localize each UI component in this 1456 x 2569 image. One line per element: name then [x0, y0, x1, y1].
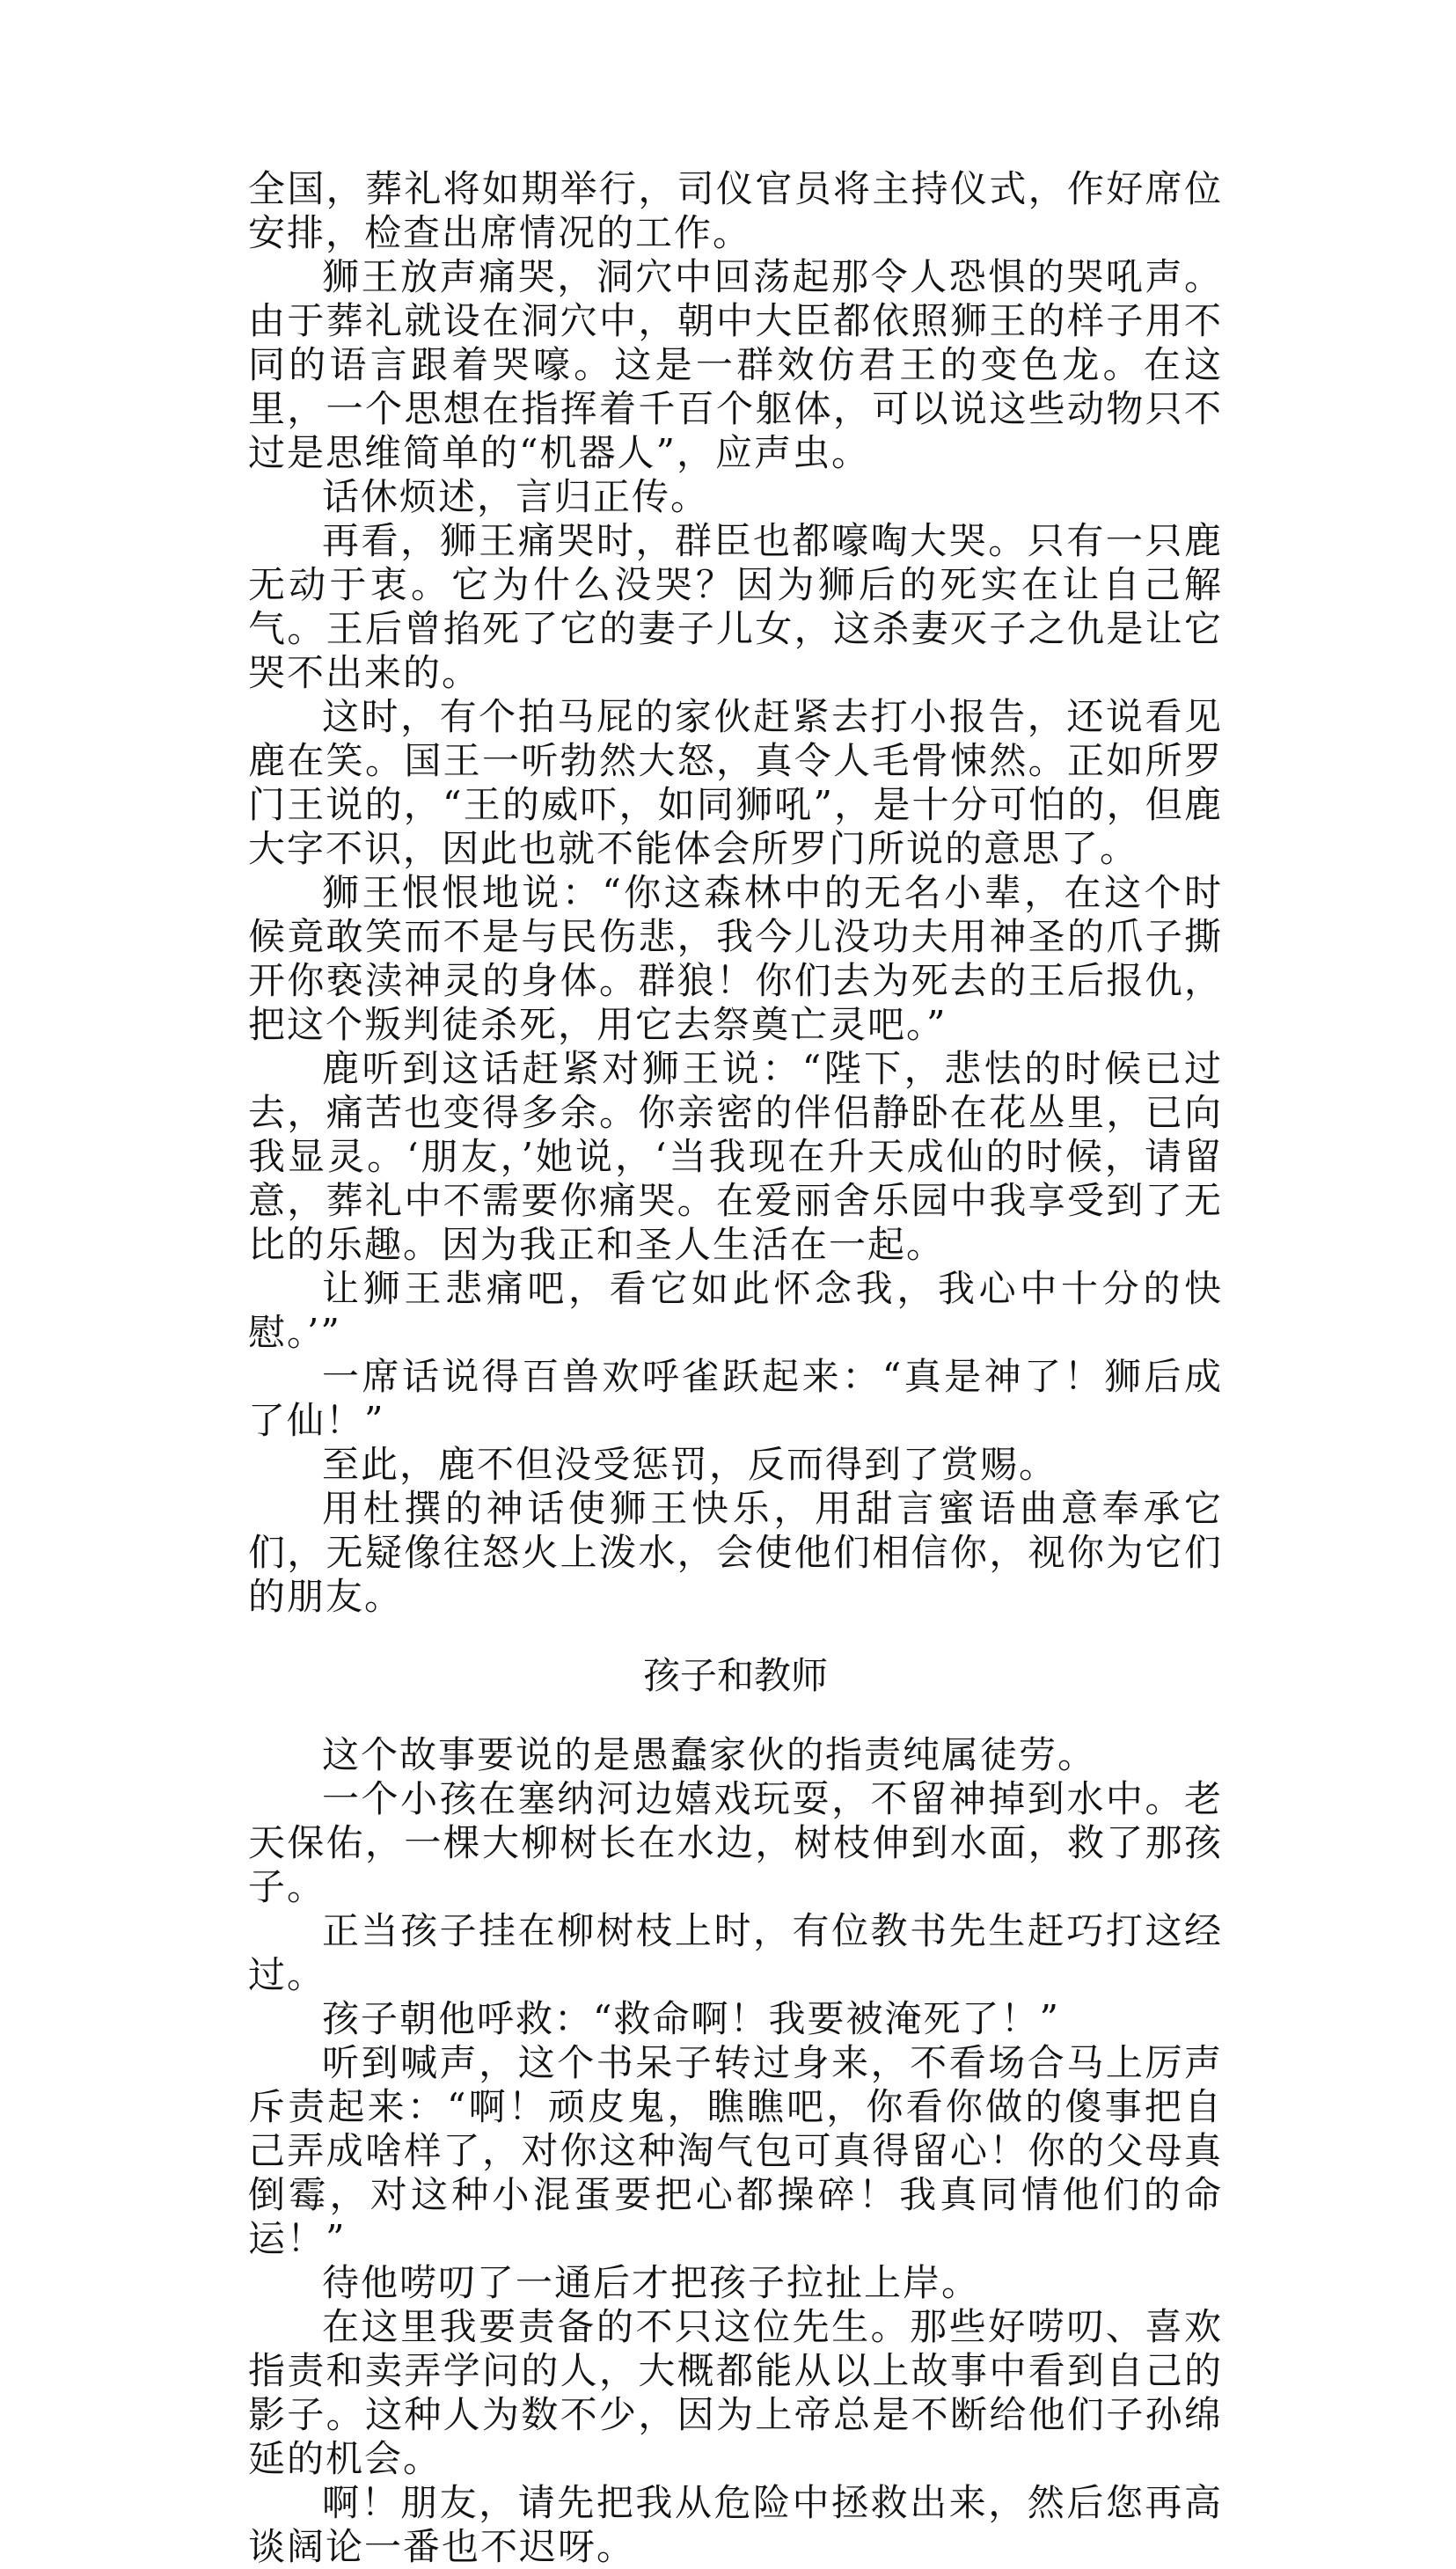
paragraph: 至此，鹿不但没受惩罚，反而得到了赏赐。 [322, 1443, 1058, 1486]
paragraph: 正当孩子挂在柳树枝上时，有位教书先生赶巧打这经过。 [248, 1909, 1223, 1996]
paragraph: 鹿听到这话赶紧对狮王说：“陛下，悲怯的时候已过去，痛苦也变得多余。你亲密的伴侣静卧在花丛里，已向我显灵。‘朋友，’她说，‘当我现在升天成仙的时候，请留意，葬礼中不需要你痛哭。在爱丽舍乐园中我享受到了无比的乐趣。因为我正和圣人生活在一起。 [248, 1047, 1223, 1266]
paragraph: 用杜撰的神话使狮王快乐，用甜言蜜语曲意奉承它们，无疑像往怒火上泼水，会使他们相信你，视你为它们的朋友。 [248, 1487, 1223, 1618]
paragraph: 在这里我要责备的不只这位先生。那些好唠叨、喜欢指责和卖弄学问的人，大概都能从以上故事中看到自己的影子。这种人为数不少，因为上帝总是不断给他们子孙绵延的机会。 [248, 2305, 1223, 2480]
document-page [248, 167, 1223, 2569]
paragraph: 啊！朋友，请先把我从危险中拯救出来，然后您再高谈阔论一番也不迟呀。 [248, 2481, 1223, 2568]
paragraph: 这个故事要说的是愚蠢家伙的指责纯属徒劳。 [322, 1733, 1097, 1776]
story-title: 孩子和教师 [642, 1654, 828, 1697]
paragraph: 再看，狮王痛哭时，群臣也都嚎啕大哭。只有一只鹿无动于衷。它为什么没哭？因为狮后的死实在让自己解气。王后曾掐死了它的妻子儿女，这杀妻灭子之仇是让它哭不出来的。 [248, 519, 1223, 694]
paragraph: 听到喊声，这个书呆子转过身来，不看场合马上厉声斥责起来：“啊！顽皮鬼，瞧瞧吧，你看你做的傻事把自己弄成啥样了，对你这种淘气包可真得留心！你的父母真倒霉，对这种小混蛋要把心都操碎！我真同情他们的命运！” [248, 2041, 1223, 2260]
paragraph: 一席话说得百兽欢呼雀跃起来：“真是神了！狮后成了仙！” [248, 1355, 1223, 1442]
paragraph: 狮王放声痛哭，洞穴中回荡起那令人恐惧的哭吼声。由于葬礼就设在洞穴中，朝中大臣都依照狮王的样子用不同的语言跟着哭嚎。这是一群效仿君王的变色龙。在这里，一个思想在指挥着千百个躯体，可以说这些动物只不过是思维简单的“机器人”，应声虫。 [248, 255, 1223, 474]
paragraph: 待他唠叨了一通后才把孩子拉扯上岸。 [322, 2261, 981, 2304]
story-lion-funeral [248, 167, 1223, 1619]
paragraph: 全国，葬礼将如期举行，司仪官员将主持仪式，作好席位安排，检查出席情况的工作。 [248, 167, 1223, 254]
paragraph: 话休烦述，言归正传。 [322, 475, 710, 518]
story-child-and-teacher [248, 1733, 1223, 2569]
paragraph: 一个小孩在塞纳河边嬉戏玩耍，不留神掉到水中。老天保佑，一棵大柳树长在水边，树枝伸到水面，救了那孩子。 [248, 1777, 1223, 1908]
paragraph: 这时，有个拍马屁的家伙赶紧去打小报告，还说看见鹿在笑。国王一听勃然大怒，真令人毛骨悚然。正如所罗门王说的，“王的威吓，如同狮吼”，是十分可怕的，但鹿大字不识，因此也就不能体会所罗门所说的意思了。 [248, 695, 1223, 870]
paragraph: 让狮王悲痛吧，看它如此怀念我，我心中十分的快慰。’” [248, 1267, 1223, 1354]
paragraph: 孩子朝他呼救：“救命啊！我要被淹死了！” [322, 1997, 1060, 2040]
paragraph: 狮王恨恨地说：“你这森林中的无名小辈，在这个时候竟敢笑而不是与民伤悲，我今儿没功夫用神圣的爪子撕开你亵渎神灵的身体。群狼！你们去为死去的王后报仇，把这个叛判徒杀死，用它去祭奠亡灵吧。” [248, 871, 1223, 1046]
